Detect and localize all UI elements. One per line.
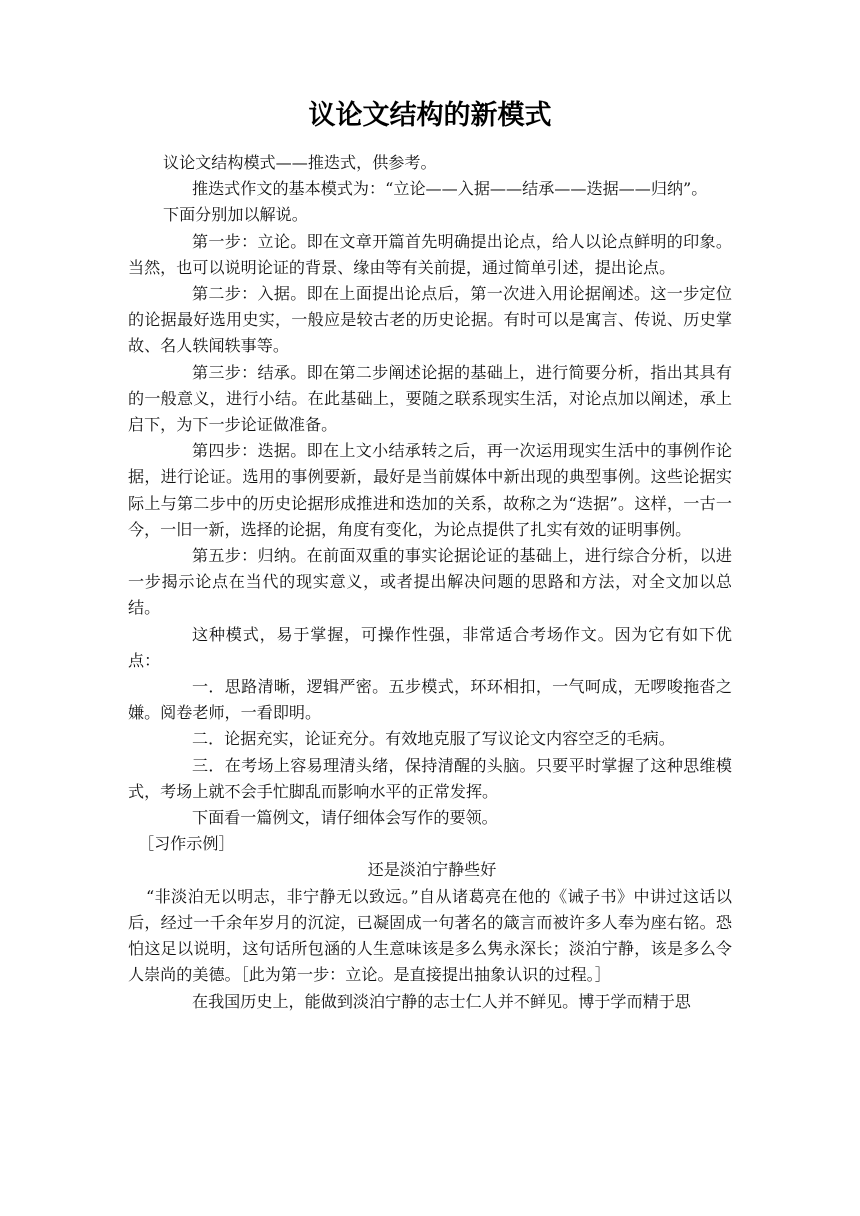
paragraph-step-two: 第二步：入据。即在上面提出论点后，第一次进入用论据阐述。这一步定位的论据最好选用史实，一般应是较古老的历史论据。有时可以是寓言、传说、历史掌故、名人轶闻轶事等。 <box>128 284 732 356</box>
paragraph-step-one: 第一步：立论。即在文章开篇首先明确提出论点，给人以论点鲜明的印象。当然，也可以说明论证的背景、缘由等有关前提，通过简单引述，提出论点。 <box>128 231 732 277</box>
example-label: ［习作示例］ <box>138 834 235 854</box>
document-body <box>128 150 732 1015</box>
paragraph-step-five: 第五步：归纳。在前面双重的事实论据论证的基础上，进行综合分析，以进一步揭示论点在当代的现实意义，或者提出解决问题的思路和方法，对全文加以总结。 <box>128 546 732 618</box>
paragraph-intro: 议论文结构模式——推迭式，供参考。 <box>163 153 437 172</box>
example-paragraph-two: 在我国历史上，能做到淡泊宁静的志士仁人并不鲜见。博于学而精于思 <box>192 991 691 1011</box>
paragraph-advantage-two: 二．论据充实，论证充分。有效地克服了写议论文内容空乏的毛病。 <box>192 729 675 749</box>
document-title: 议论文结构的新模式 <box>308 100 552 131</box>
paragraph-basic-model: 推迭式作文的基本模式为：“立论——入据——结承——迭据——归纳”。 <box>192 179 708 199</box>
example-title: 还是淡泊宁静些好 <box>367 860 497 880</box>
paragraph-step-three: 第三步：结承。即在第二步阐述论据的基础上，进行简要分析，指出其具有的一般意义，进行小结。在此基础上，要随之联系现实生活，对论点加以阐述，承上启下，为下一步论证做准备。 <box>128 362 732 435</box>
paragraph-example-intro: 下面看一篇例文，请仔细体会写作的要领。 <box>192 808 498 828</box>
paragraph-explain: 下面分别加以解说。 <box>163 205 308 225</box>
paragraph-advantage-one: 一．思路清晰，逻辑严密。五步模式，环环相扣，一气呵成，无啰唆拖沓之嫌。阅卷老师，一看即明。 <box>128 677 732 723</box>
paragraph-advantage-three: 三．在考场上容易理清头绪，保持清醒的头脑。只要平时掌握了这种思维模式，考场上就不会手忙脚乱而影响水平的正常发挥。 <box>128 755 732 801</box>
paragraph-advantages: 这种模式，易于掌握，可操作性强，非常适合考场作文。因为它有如下优点： <box>128 624 732 670</box>
paragraph-step-four: 第四步：迭据。即在上文小结承转之后，再一次运用现实生活中的事例作论据，进行论证。选用的事例要新，最好是当前媒体中新出现的典型事例。这些论据实际上与第二步中的历史论据形成推进和迭加的关系，故称之为“迭据”。这样，一古一今，一旧一新，选择的论据，角度有变化，为论点提供了扎实有效的证明事例。 <box>128 441 732 539</box>
example-paragraph-one: “非淡泊无以明志，非宁静无以致远。”自从诸葛亮在他的《诫子书》中讲过这话以后，经过一千余年岁月的沉淀，已凝固成一句著名的箴言而被许多人奉为座右铭。恐怕这足以说明，这句话所包涵的人生意味该是多么隽永深长；淡泊宁静，该是多么令人崇尚的美德。［此为第一步：立论。是直接提出抽象认识的过程。］ <box>128 886 732 985</box>
